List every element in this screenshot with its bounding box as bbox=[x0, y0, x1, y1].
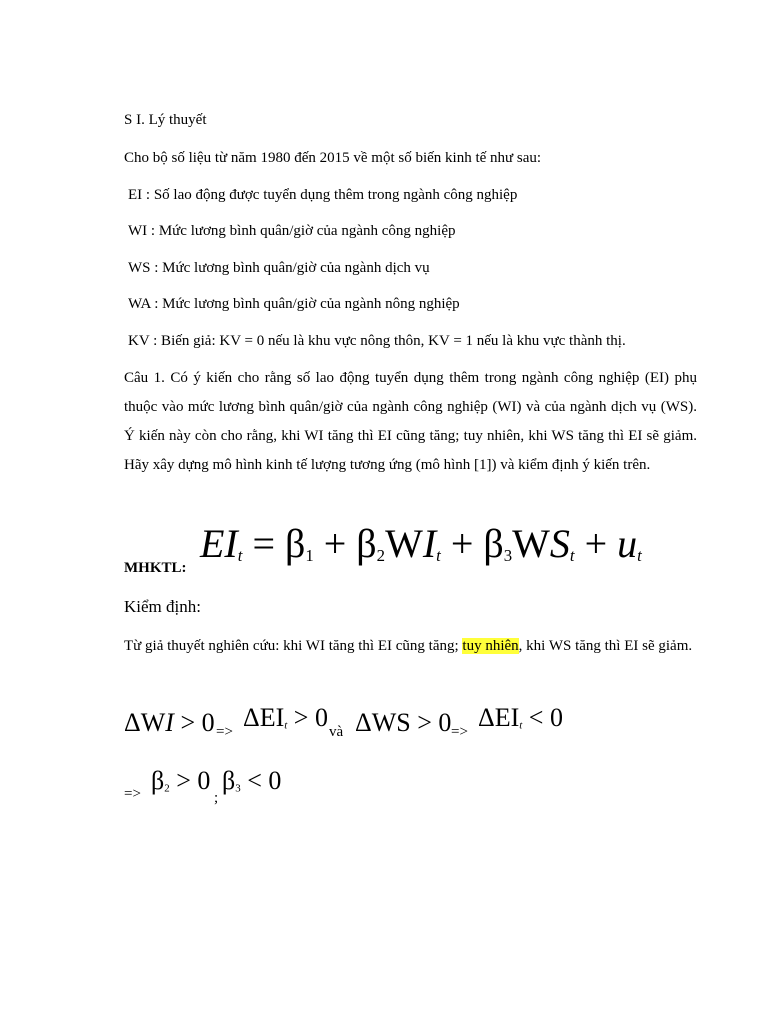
variable-wa: WA : Mức lương bình quân/giờ của ngành nông nghiệp bbox=[128, 296, 460, 312]
hypothesis-highlight: tuy nhiên bbox=[462, 638, 519, 654]
intro-text: Cho bộ số liệu từ năm 1980 đến 2015 về một số biến kinh tế như sau: bbox=[124, 150, 542, 166]
implies-arrow-1: => bbox=[216, 724, 233, 740]
hypothesis-text bbox=[124, 632, 697, 661]
condition-delta-ws: ΔWS > 0 bbox=[355, 708, 452, 737]
condition-beta2: $\beta_2 > 0$ bbox=[151, 766, 211, 795]
hypothesis-after: , khi WS tăng thì EI sẽ giảm. bbox=[518, 638, 693, 654]
section-title: S I. Lý thuyết bbox=[124, 112, 207, 128]
test-heading: Kiểm định: bbox=[124, 597, 201, 616]
variable-kv: KV : Biến giả: KV = 0 nếu là khu vực nông thôn, KV = 1 nếu là khu vực thành thị. bbox=[128, 333, 626, 349]
condition-delta-wi: ΔWI > 0 bbox=[124, 708, 215, 737]
question-text: Câu 1. Có ý kiến cho rằng số lao động tuyển dụng thêm trong ngành công nghiệp (EI) phụ thuộc vào mức lương bình quân/giờ của ngành công nghiệp (WI) và của ngành dịch vụ (WS). Ý kiến này còn cho rằng, khi WI tăng thì EI cũng tăng; tuy nhiên, khi WS tăng thì EI sẽ giảm. Hãy xây dựng mô hình kinh tế lượng tương ứng (mô hình [1]) và kiểm định ý kiến trên. bbox=[124, 370, 697, 473]
implies-arrow-3: => bbox=[124, 786, 141, 802]
hypothesis-before: Từ giả thuyết nghiên cứu: khi WI tăng thì EI cũng tăng; bbox=[124, 638, 463, 654]
implies-arrow-2: => bbox=[451, 724, 468, 740]
variable-wi: WI : Mức lương bình quân/giờ của ngành công nghiệp bbox=[128, 223, 456, 239]
variable-ws: WS : Mức lương bình quân/giờ của ngành dịch vụ bbox=[128, 260, 430, 276]
model-label: MHKTL: bbox=[124, 560, 187, 576]
variable-ei: EI : Số lao động được tuyển dụng thêm trong ngành công nghiệp bbox=[128, 187, 518, 203]
condition-delta-ei-negative: $\Delta EI_t < 0$ bbox=[478, 703, 563, 732]
condition-delta-ei-positive: $\Delta EI_t > 0$ bbox=[243, 703, 328, 732]
semicolon: ; bbox=[214, 790, 219, 806]
and-word: và bbox=[329, 724, 344, 740]
model-equation: $EI_t = \beta_1 + \beta_2WI_t + \beta_3WS_t + u_t$ bbox=[200, 521, 642, 566]
condition-beta3: $\beta_3 < 0$ bbox=[222, 766, 282, 795]
